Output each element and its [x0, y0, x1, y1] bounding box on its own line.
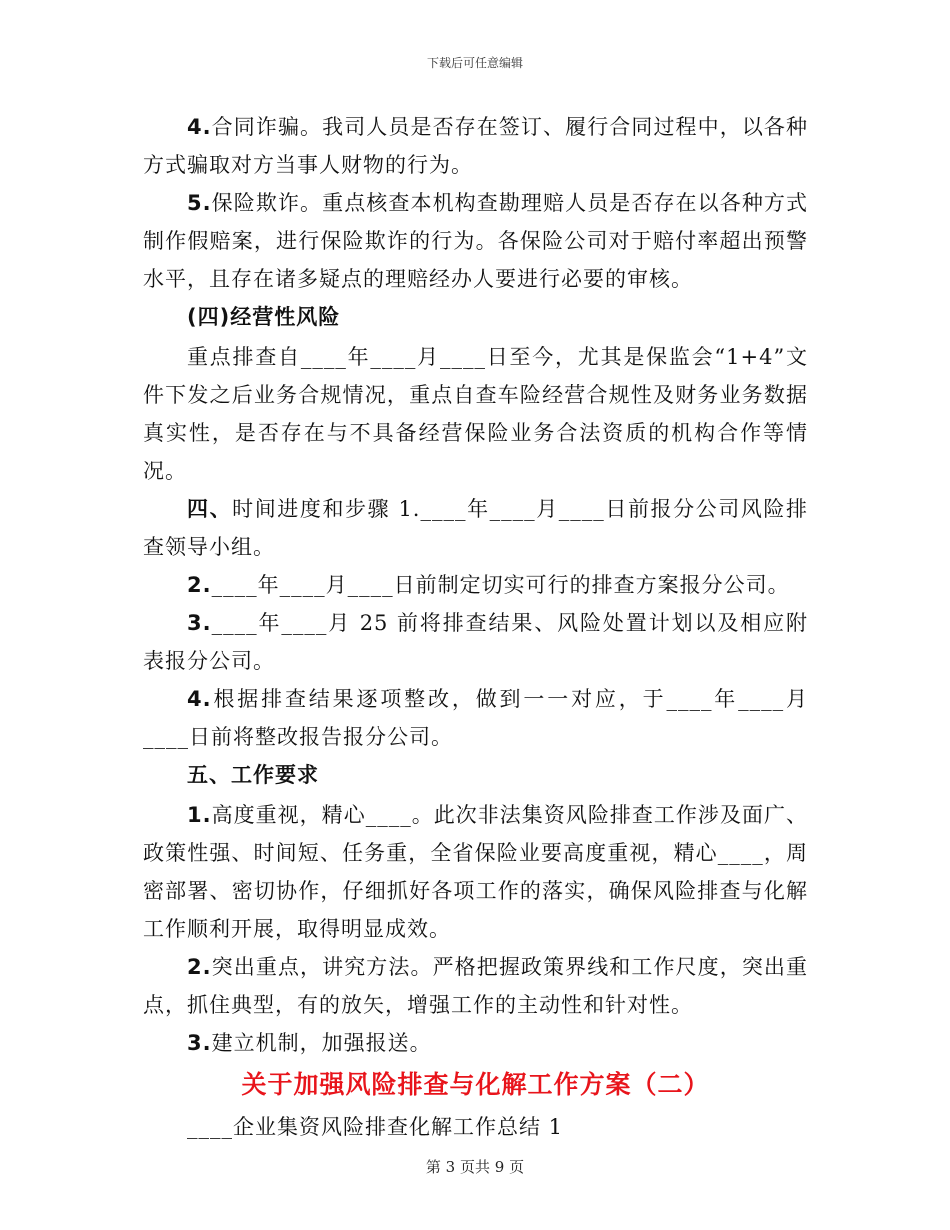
page-header: 下载后可任意编辑 [426, 56, 523, 70]
paragraph-requirement-3: 3.建立机制，加强报送。 [187, 1031, 432, 1055]
item-number: 1. [187, 803, 212, 827]
section-number: 四、 [187, 497, 233, 521]
item-number: 4. [187, 687, 212, 711]
paragraph-requirement-1: 1.高度重视，精心____。此次非法集资风险排查工作涉及面广、政策性强、时间短、任务重，全省保险业要高度重视，精心____，周密部署、密切协作，仔细抓好各项工作的落实，确保风险排查与化解工作顺利开展，取得明显成效。 [143, 803, 808, 941]
item-number: 2. [187, 573, 212, 597]
paragraph-operational-risk: 重点排查自____年____月____日至今，尤其是保监会“1+4”文件下发之后业务合规情况，重点自查车险经营合规性及财务业务数据真实性，是否存在与不具备经营保险业务合法资质的机构合作等情况。 [143, 345, 808, 483]
item-number: 5. [187, 191, 212, 215]
paragraph-contract-fraud: 4.合同诈骗。我司人员是否存在签订、履行合同过程中，以各种方式骗取对方当事人财物的行为。 [143, 115, 808, 177]
paragraph-requirement-2: 2.突出重点，讲究方法。严格把握政策界线和工作尺度，突出重点，抓住典型，有的放矢，增强工作的主动性和针对性。 [143, 955, 808, 1017]
item-number: 4. [187, 115, 212, 139]
paragraph-step-4: 4.根据排查结果逐项整改，做到一一对应，于____年____月____日前将整改报告报分公司。 [143, 687, 808, 749]
document-body [143, 108, 808, 1146]
page-footer: 第 3 页共 9 页 [425, 1158, 525, 1176]
item-number: 3. [187, 1031, 212, 1055]
document-title: 关于加强风险排查与化解工作方案（二） [241, 1070, 710, 1099]
section-heading-work-requirements: 五、工作要求 [187, 763, 319, 787]
paragraph-step-2: 2.____年____月____日前制定切实可行的排查方案报分公司。 [187, 573, 790, 597]
item-number: 2. [187, 955, 212, 979]
item-number: 3. [187, 611, 212, 635]
section-heading-operational-risk: (四)经营性风险 [187, 305, 341, 329]
paragraph-schedule: 四、时间进度和步骤 1.____年____月____日前报分公司风险排查领导小组。 [143, 497, 808, 559]
paragraph-step-3: 3.____年____月 25 前将排查结果、风险处置计划以及相应附表报分公司。 [143, 611, 808, 673]
paragraph-summary-title: ____企业集资风险排查化解工作总结 1 [187, 1115, 564, 1139]
paragraph-insurance-fraud: 5.保险欺诈。重点核查本机构查勘理赔人员是否存在以各种方式制作假赔案，进行保险欺诈的行为。各保险公司对于赔付率超出预警水平，且存在诸多疑点的理赔经办人要进行必要的审核。 [143, 191, 808, 291]
